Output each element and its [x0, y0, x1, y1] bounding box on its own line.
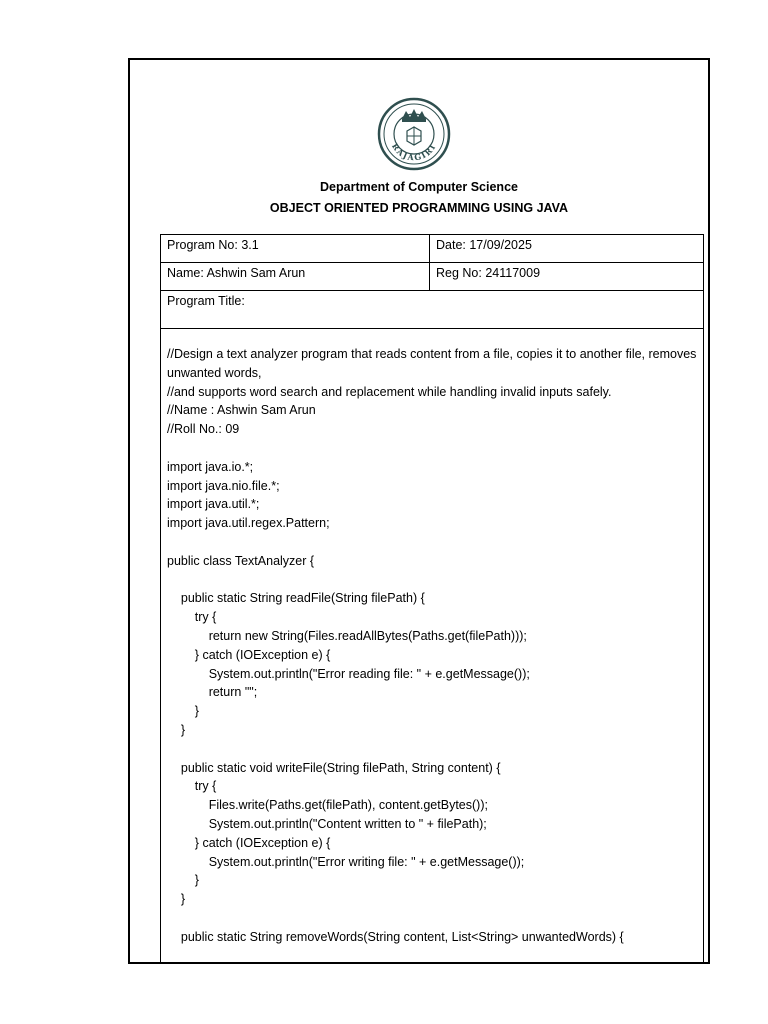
code-line: return ""; — [167, 685, 258, 700]
code-line — [167, 909, 697, 928]
logo-text: RAJAGIRI — [389, 141, 438, 163]
code-line: } — [167, 873, 199, 888]
code-text — [167, 345, 700, 947]
code-line: public static String readFile(String filePath) { — [167, 591, 425, 606]
code-line: return new String(Files.readAllBytes(Paths.get(filePath))); — [167, 628, 527, 643]
code-line: import java.io.*; — [167, 459, 254, 474]
code-line: //Design a text analyzer program that reads content from a file, copies it to another file, removes unwanted words, — [167, 347, 700, 380]
code-line: //Name : Ashwin Sam Arun — [167, 403, 316, 418]
code-line: } catch (IOException e) { — [167, 835, 331, 850]
code-line: System.out.println("Content written to " + filePath); — [167, 816, 487, 831]
document-page — [128, 58, 710, 964]
college-seal-logo — [377, 97, 451, 171]
code-line — [167, 571, 697, 590]
code-line: } — [167, 722, 186, 737]
code-line: } — [167, 704, 199, 719]
code-line: Files.write(Paths.get(filePath), content.getBytes()); — [167, 798, 488, 813]
code-line: public class TextAnalyzer { — [167, 553, 315, 568]
code-line: import java.util.regex.Pattern; — [167, 516, 330, 531]
department-title: Department of Computer Science — [320, 180, 518, 194]
code-line: } catch (IOException e) { — [167, 647, 331, 662]
registration-number: Reg No: 24117009 — [430, 263, 704, 291]
code-line: public static String removeWords(String content, List<String> unwantedWords) { — [167, 929, 624, 944]
code-line: import java.util.*; — [167, 497, 260, 512]
code-line: System.out.println("Error reading file: " + e.getMessage()); — [167, 666, 530, 681]
program-info-table — [160, 234, 704, 329]
program-number: Program No: 3.1 — [161, 235, 430, 263]
code-line: import java.nio.file.*; — [167, 478, 280, 493]
program-title: Program Title: — [161, 291, 704, 329]
code-line: try { — [167, 779, 217, 794]
code-line: //and supports word search and replacement while handling invalid inputs safely. — [167, 384, 612, 399]
course-title: OBJECT ORIENTED PROGRAMMING USING JAVA — [269, 201, 569, 215]
code-line — [167, 740, 697, 759]
code-line: } — [167, 892, 186, 907]
code-line — [167, 439, 697, 458]
program-date: Date: 17/09/2025 — [430, 235, 704, 263]
code-line: try { — [167, 610, 217, 625]
student-name: Name: Ashwin Sam Arun — [161, 263, 430, 291]
code-line: //Roll No.: 09 — [167, 422, 240, 437]
code-line: System.out.println("Error writing file: " + e.getMessage()); — [167, 854, 525, 869]
code-listing — [160, 326, 704, 964]
code-line: public static void writeFile(String filePath, String content) { — [167, 760, 501, 775]
code-line — [167, 533, 697, 552]
